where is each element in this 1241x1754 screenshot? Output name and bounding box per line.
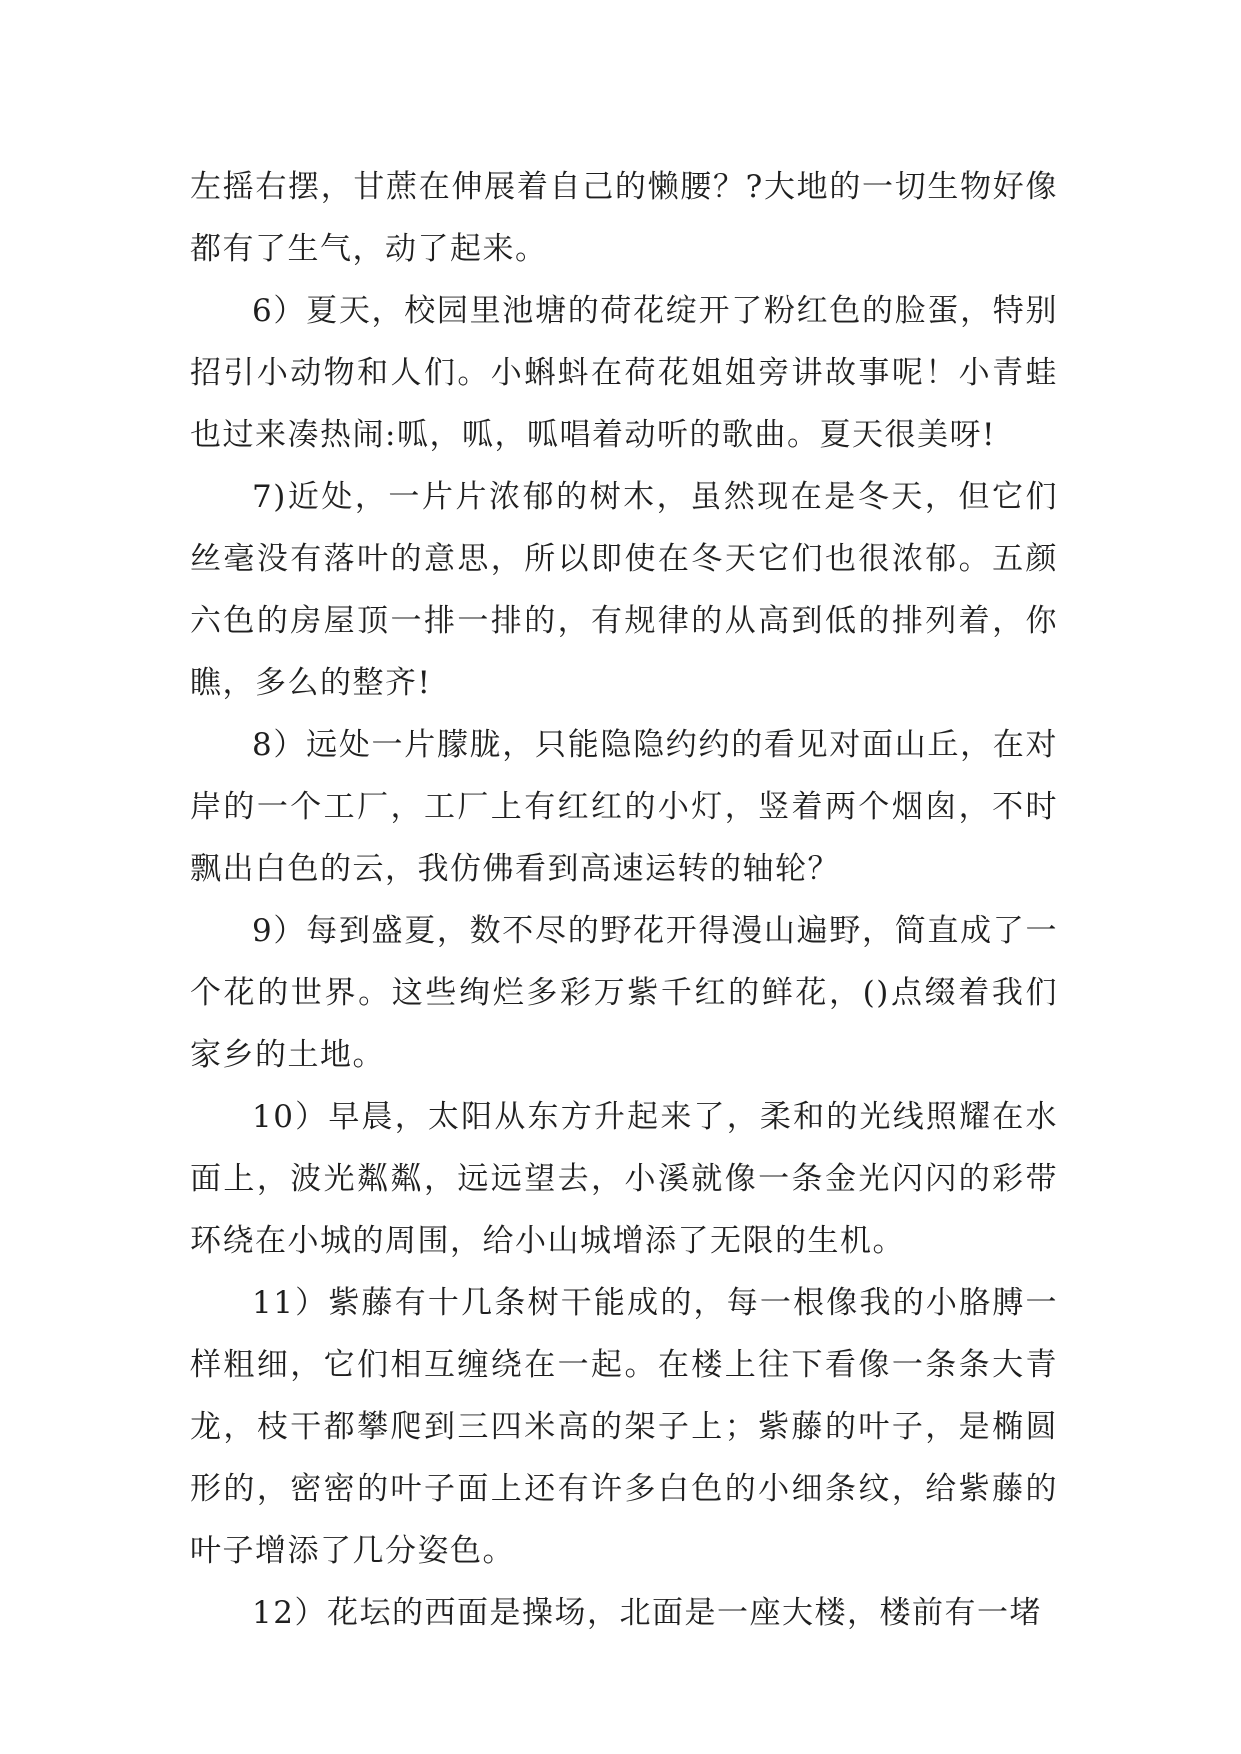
document-body bbox=[190, 156, 1058, 1644]
paragraph-10: 10）早晨，太阳从东方升起来了，柔和的光线照耀在水面上，波光粼粼，远远望去，小溪就像一条金光闪闪的彩带环绕在小城的周围，给小山城增添了无限的生机。 bbox=[190, 1099, 1058, 1259]
paragraph-7: 7)近处，一片片浓郁的树木，虽然现在是冬天，但它们丝毫没有落叶的意思，所以即使在冬天它们也很浓郁。五颜六色的房屋顶一排一排的，有规律的从高到低的排列着，你瞧，多么的整齐! bbox=[190, 479, 1058, 701]
paragraph-8: 8）远处一片朦胧，只能隐隐约约的看见对面山丘，在对岸的一个工厂，工厂上有红红的小灯，竖着两个烟囱，不时飘出白色的云，我仿佛看到高速运转的轴轮？ bbox=[190, 727, 1058, 887]
paragraph-6: 6）夏天，校园里池塘的荷花绽开了粉红色的脸蛋，特别招引小动物和人们。小蝌蚪在荷花姐姐旁讲故事呢！小青蛙也过来凑热闹:呱，呱，呱唱着动听的歌曲。夏天很美呀! bbox=[190, 293, 1058, 453]
paragraph-9: 9）每到盛夏，数不尽的野花开得漫山遍野，简直成了一个花的世界。这些绚烂多彩万紫千红的鲜花，()点缀着我们家乡的土地。 bbox=[190, 913, 1058, 1073]
paragraph-continuation: 左摇右摆，甘蔗在伸展着自己的懒腰？?大地的一切生物好像都有了生气，动了起来。 bbox=[190, 169, 1058, 267]
paragraph-12: 12）花坛的西面是操场，北面是一座大楼，楼前有一堵 bbox=[252, 1595, 1042, 1631]
paragraph-11: 11）紫藤有十几条树干能成的，每一根像我的小胳膊一样粗细，它们相互缠绕在一起。在楼上往下看像一条条大青龙，枝干都攀爬到三四米高的架子上；紫藤的叶子，是椭圆形的，密密的叶子面上还有许多白色的小细条纹，给紫藤的叶子增添了几分姿色。 bbox=[190, 1285, 1058, 1569]
